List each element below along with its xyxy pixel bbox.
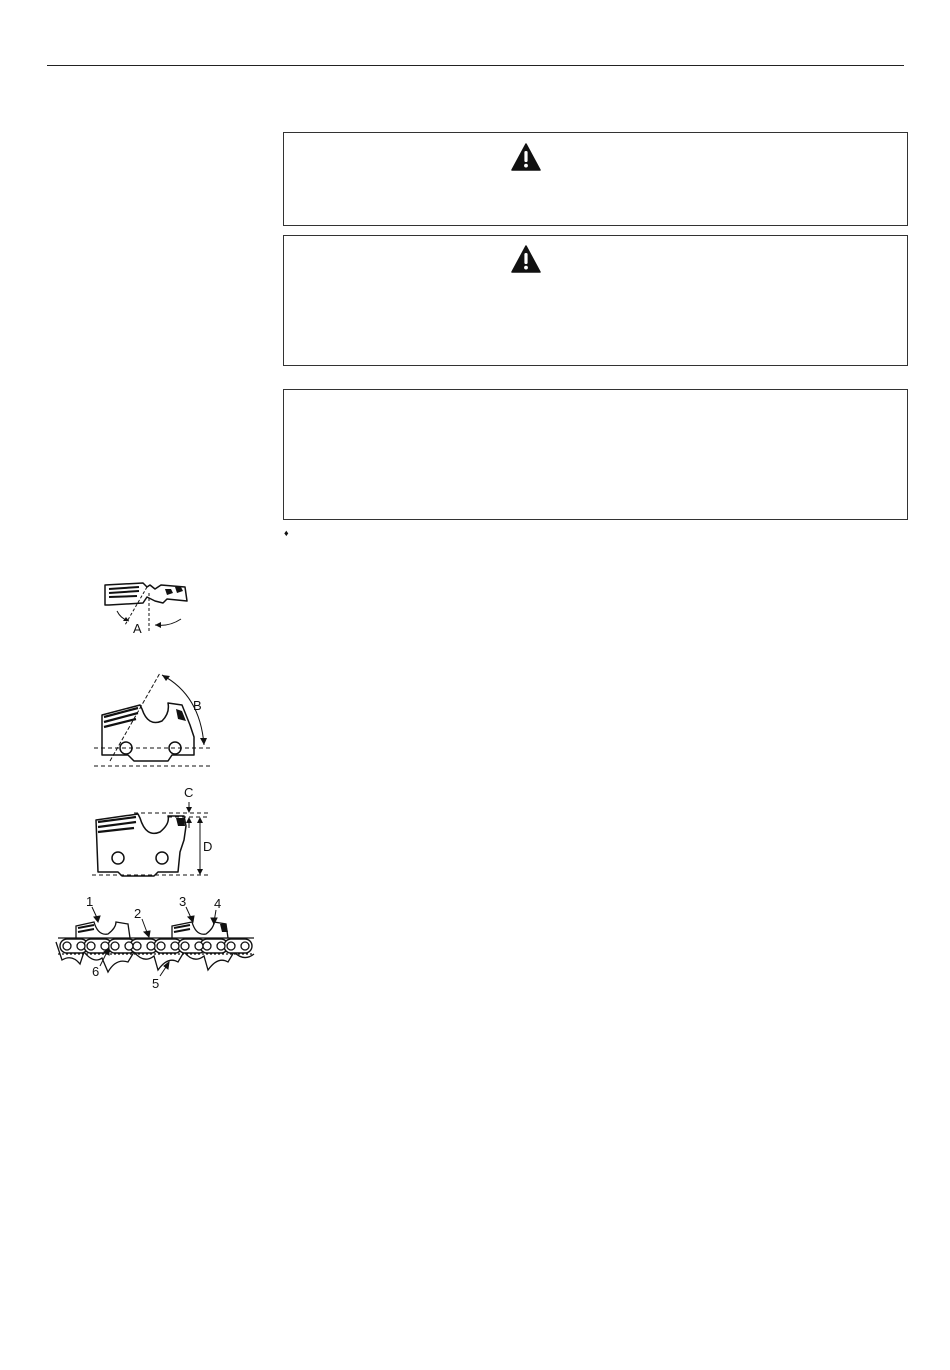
figure-side-plate-angle <box>90 665 225 775</box>
callout-5: 5 <box>152 976 160 991</box>
warning-triangle-icon <box>511 245 541 273</box>
callout-2: 2 <box>134 906 142 921</box>
warning-box-2 <box>283 235 908 366</box>
figure-label-b: B <box>193 698 202 713</box>
warning-triangle-icon <box>511 143 541 171</box>
bullet-marker: ♦ <box>284 528 289 538</box>
header-rule <box>47 65 904 66</box>
callout-4: 4 <box>214 896 222 911</box>
note-box <box>283 389 908 520</box>
figure-chain-parts <box>50 890 260 995</box>
callout-1: 1 <box>86 894 94 909</box>
figure-depth-gauge <box>88 780 223 880</box>
figure-top-plate-angle <box>95 575 215 645</box>
figure-label-c: C <box>184 785 194 800</box>
figure-label-d: D <box>203 839 213 854</box>
warning-box-1 <box>283 132 908 226</box>
callout-6: 6 <box>92 964 100 979</box>
callout-3: 3 <box>179 894 187 909</box>
figure-label-a: A <box>133 621 142 636</box>
